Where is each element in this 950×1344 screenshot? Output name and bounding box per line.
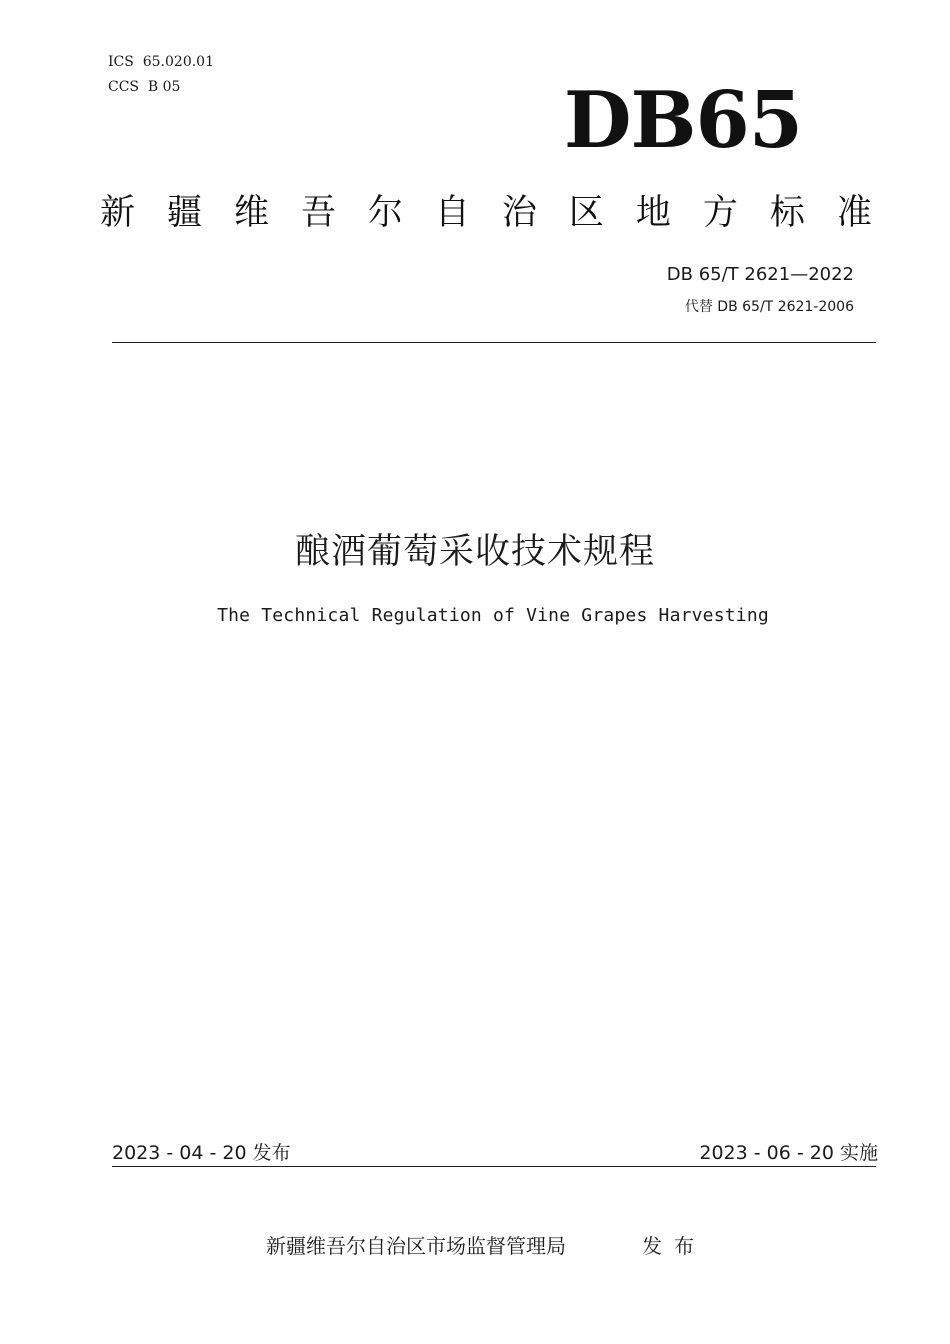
title-char: 标 bbox=[769, 193, 805, 233]
title-char: 方 bbox=[702, 193, 738, 233]
title-char: 维 bbox=[233, 193, 269, 233]
bottom-divider bbox=[112, 1166, 876, 1167]
ics-code: ICS 65.020.01 bbox=[108, 54, 214, 70]
standard-category-title bbox=[100, 188, 872, 238]
document-title-chinese: 酿酒葡萄采收技术规程 bbox=[294, 532, 655, 572]
standard-number: DB 65/T 2621—2022 bbox=[666, 264, 854, 285]
title-char: 地 bbox=[635, 193, 671, 233]
issue-date: 2023 - 04 - 20 发布 bbox=[112, 1142, 291, 1164]
ccs-code: CCS B 05 bbox=[108, 79, 181, 95]
title-char: 自 bbox=[434, 193, 470, 233]
classification-codes bbox=[108, 50, 214, 100]
document-title-english: The Technical Regulation of Vine Grapes Harvesting bbox=[217, 605, 769, 626]
title-char: 准 bbox=[836, 193, 872, 233]
title-char: 治 bbox=[501, 193, 537, 233]
title-char: 吾 bbox=[300, 193, 336, 233]
title-char: 新 bbox=[100, 193, 136, 233]
title-char: 区 bbox=[568, 193, 604, 233]
top-divider bbox=[112, 342, 876, 343]
effective-date: 2023 - 06 - 20 实施 bbox=[699, 1142, 878, 1164]
db65-logo: DB65 bbox=[563, 75, 802, 166]
title-char: 疆 bbox=[166, 193, 202, 233]
title-char: 尔 bbox=[367, 193, 403, 233]
publisher-name: 新疆维吾尔自治区市场监督管理局 bbox=[266, 1234, 566, 1258]
publish-label: 发布 bbox=[642, 1234, 706, 1258]
replaces-standard: 代替 DB 65/T 2621-2006 bbox=[684, 299, 854, 315]
